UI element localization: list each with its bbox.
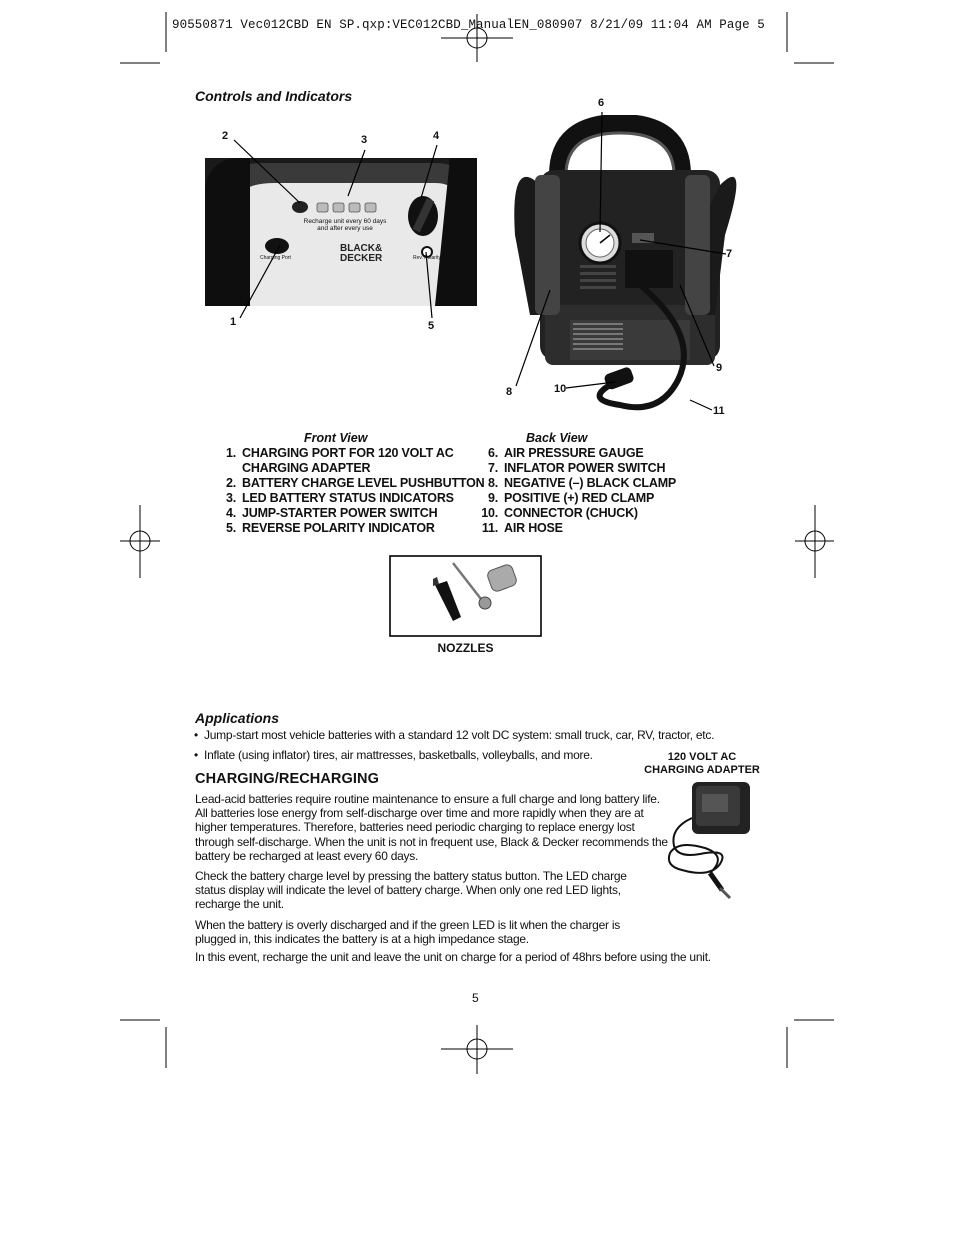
adapter-label-line1: 120 VOLT AC (667, 751, 737, 763)
item-text: JUMP-STARTER POWER SWITCH (242, 506, 438, 520)
list-item (478, 476, 676, 491)
item-number: 9. (487, 491, 498, 505)
back-callout-leaders (0, 0, 954, 450)
charging-body (195, 792, 675, 952)
charging-heading: CHARGING/RECHARGING (195, 771, 379, 787)
back-view-title: Back View (526, 431, 588, 445)
item-number: 4. (225, 506, 236, 520)
nozzles-label: NOZZLES (437, 641, 494, 655)
item-number: 6. (487, 446, 498, 460)
list-item (222, 521, 484, 536)
callout-7: 7 (726, 248, 733, 260)
back-view-list (478, 446, 676, 536)
bullet-text: Jump-start most vehicle batteries with a standard 12 volt DC system: small truck, car, RV, tractor, etc. (204, 728, 715, 742)
bullet-mark: • (194, 728, 198, 742)
front-view-title: Front View (304, 431, 368, 445)
panel-recharge-line2: and after every use (317, 225, 373, 232)
item-number: 10. (481, 506, 498, 520)
bullet-text: Inflate (using inflator) tires, air mattresses, basketballs, volleyballs, and more. (204, 748, 593, 762)
brand-logo-line2: DECKER (340, 253, 383, 264)
nozzles-photo (389, 555, 542, 637)
text-line: Lead-acid batteries require routine maintenance to ensure a full charge and long battery life. (195, 792, 660, 806)
callout-1: 1 (230, 316, 237, 328)
text-line: All batteries lose energy from self-discharge over time and more rapidly when they are at (195, 806, 644, 821)
charging-adapter-photo (660, 778, 760, 903)
paragraph (195, 869, 675, 912)
callout-6: 6 (598, 97, 605, 109)
charging-final-paragraph: In this event, recharge the unit and leave the unit on charge for a period of 48hrs before using the unit. (195, 950, 711, 964)
applications-title: Applications (195, 710, 280, 726)
item-number: 5. (225, 521, 236, 535)
item-text: INFLATOR POWER SWITCH (504, 461, 666, 475)
list-item (478, 491, 676, 506)
bullet-mark: • (194, 748, 198, 762)
text-line: recharge the unit. (195, 897, 284, 912)
item-text: BATTERY CHARGE LEVEL PUSHBUTTON (242, 476, 485, 490)
item-text: AIR PRESSURE GAUGE (504, 446, 644, 460)
item-text: CHARGING ADAPTER (242, 461, 371, 475)
brand-logo-line1: BLACK& (340, 243, 383, 254)
text-line: higher temperatures. Therefore, batteries need periodic charging to replace energy lost (195, 820, 635, 835)
item-text: CHARGING PORT FOR 120 VOLT AC (242, 446, 454, 460)
item-text: CONNECTOR (CHUCK) (504, 506, 638, 520)
adapter-label (642, 751, 762, 777)
list-item (222, 461, 484, 476)
text-line: Check the battery charge level by pressing the battery status button. The LED charge (195, 869, 627, 884)
item-number: 2. (225, 476, 236, 490)
paragraph (195, 918, 675, 946)
item-text: REVERSE POLARITY INDICATOR (242, 521, 435, 535)
controls-title: Controls and Indicators (195, 88, 353, 104)
panel-charging-port-label: Charging Port (260, 255, 291, 261)
item-number: 1. (225, 446, 236, 460)
list-item (478, 506, 676, 521)
list-item (194, 728, 754, 742)
item-number (222, 461, 236, 476)
callout-8: 8 (506, 386, 513, 398)
item-text: POSITIVE (+) RED CLAMP (504, 491, 655, 505)
text-line: When the battery is overly discharged and if the green LED is lit when the charger is (195, 917, 620, 932)
item-text: AIR HOSE (504, 521, 563, 535)
text-line: status display will indicate the level of battery charge. When only one red LED lights, (195, 883, 621, 898)
item-number: 3. (225, 491, 236, 505)
item-text: NEGATIVE (–) BLACK CLAMP (504, 476, 677, 490)
callout-11: 11 (713, 405, 725, 417)
panel-rev-polarity-label: Rev. Polarity (413, 255, 441, 261)
text-line: battery be recharged at least every 60 days. (195, 848, 419, 863)
list-item (222, 446, 484, 461)
adapter-label-line2: CHARGING ADAPTER (644, 764, 760, 776)
list-item (222, 491, 484, 506)
front-view-list (222, 446, 484, 536)
callout-3: 3 (361, 134, 368, 146)
file-slug-line: 90550871 Vec012CBD EN SP.qxp:VEC012CBD_ManualEN_080907 8/21/09 11:04 AM Page 5 (172, 18, 765, 32)
panel-recharge-line1: Recharge unit every 60 days (303, 218, 387, 225)
callout-9: 9 (716, 362, 723, 374)
callout-10: 10 (554, 383, 567, 395)
list-item (222, 506, 484, 521)
list-item (478, 521, 676, 536)
callout-5: 5 (428, 320, 435, 332)
text-line: plugged in, this indicates the battery is at a high impedance stage. (195, 931, 529, 946)
list-item (478, 461, 676, 476)
item-number: 11. (481, 521, 498, 535)
list-item (478, 446, 676, 461)
callout-2: 2 (222, 130, 229, 142)
page-number: 5 (472, 991, 479, 1005)
callout-4: 4 (433, 130, 440, 142)
list-item (222, 476, 484, 491)
item-text: LED BATTERY STATUS INDICATORS (242, 491, 454, 505)
text-line: through self-discharge. When the unit is not in frequent use, Black & Decker recommends the (195, 834, 668, 849)
item-number: 7. (487, 461, 498, 475)
item-number: 8. (487, 476, 498, 490)
paragraph (195, 792, 675, 863)
